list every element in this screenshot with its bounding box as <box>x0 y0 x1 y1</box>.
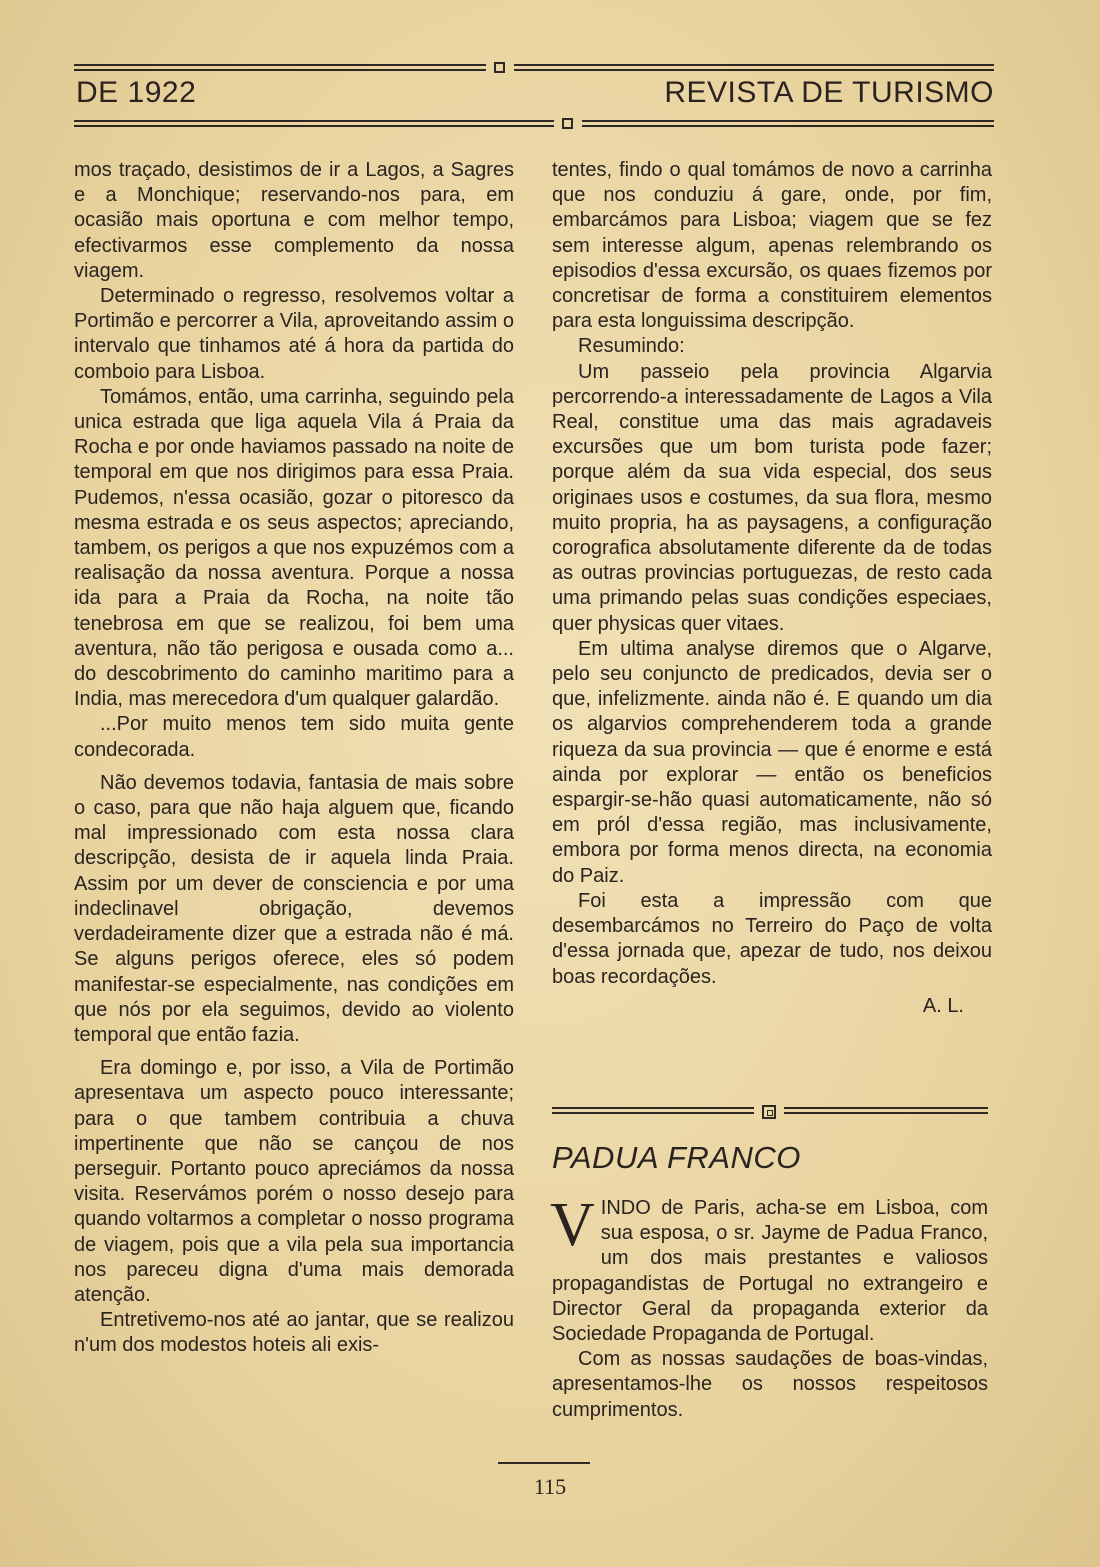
header-top-rule <box>74 64 994 74</box>
paragraph: Determinado o regresso, resolvemos voltar a Portimão e percorrer a Vila, aproveitando assim o intervalo que tinhamos até á hora da partida do comboio para Lisboa. <box>74 285 514 383</box>
drop-cap: V <box>550 1191 595 1259</box>
paragraph: Com as nossas saudações de boas-vindas, apresentamos-lhe os nossos respeitosos cumprimentos. <box>552 1348 988 1421</box>
padua-franco-article <box>550 1191 988 1423</box>
ornament-square-icon <box>494 62 505 73</box>
header-publication: REVISTA DE TURISMO <box>664 76 994 109</box>
paragraph: Entretivemo-nos até ao jantar, que se realizou n'um dos modestos hoteis ali exis- <box>74 1309 514 1357</box>
paragraph: Não devemos todavia, fantasia de mais sobre o caso, para que não haja alguem que, ficando mal impressionado com esta nossa clara descripção, desista de ir aquela linda Praia. Assim por um dever de consciencia e por uma indeclinavel obrigação, devemos verdadeiramente dizer que a estrada não é má. Se alguns perigos oferece, eles só podem manifestar-se especialmente, nas condições em que nós por ela seguimos, devido ao violento temporal que então fazia. <box>74 771 514 1046</box>
article-left-column <box>74 158 514 1359</box>
page-number: 115 <box>533 1474 567 1499</box>
paragraph: Tomámos, então, uma carrinha, seguindo pela unica estrada que liga aquela Vila á Praia da Rocha e por onde haviamos passado na noite de temporal em que nos dirigimos para essa Praia. Pudemos, n'essa ocasião, gozar o pitoresco da mesma estrada e os seus aspectos; apreciando, tambem, os perigos a que nos expuzémos com a realisação da nossa aventura. Porque a nossa ida para a Praia da Rocha, na noite tão tenebrosa em que se realizou, foi bem uma aventura, não tão perigosa e ousada como a... do descobrimento do caminho maritimo para a India, mas merecedora d'um qualquer galardão. <box>74 385 514 711</box>
paragraph: Foi esta a impressão com que desembarcámos no Terreiro do Paço de volta d'essa jornada que, apezar de tudo, nos deixou boas recordações. <box>552 889 992 988</box>
ornament-square-icon <box>762 1105 776 1119</box>
paragraph: Resumindo: <box>578 335 685 358</box>
section-title: PADUA FRANCO <box>552 1140 801 1175</box>
header-bottom-rule <box>74 120 994 130</box>
paragraph: Era domingo e, por isso, a Vila de Portimão apresentava um aspecto pouco interessante; para o que tambem contribuia a chuva impertinente que não se cançou de nos perseguir. Portanto pouco apreciámos da nossa visita. Reservámos porém o nosso desejo para quando voltarmos a completar o nosso programa de viagem, pois que a vila pela sua importancia nos pareceu digna d'uma mais demorada atenção. <box>74 1057 514 1306</box>
paragraph: Um passeio pela provincia Algarvia percorrendo-a interessadamente de Lagos a Vila Real, constitue uma das mais agradaveis excursões que um bom turista pode fazer; porque além da sua vida especial, dos seus originaes usos e costumes, da sua flora, mesmo muito propria, ha as paysagens, a configuração corografica absolutamente diferente da de todas as outras provincias portuguezas, de resto cada uma primando pelas suas condições especiaes, quer physicas quer vitaes. <box>552 360 992 635</box>
first-word: INDO <box>600 1197 651 1219</box>
paragraph: tentes, findo o qual tomámos de novo a carrinha que nos conduziu á gare, onde, por fim, embarcámos para Lisboa; viagem que se fez sem interesse algum, apenas relembrando os episodios d'essa excursão, os quaes fizemos por concretisar de forma a constituirem elementos para esta longuissima descripção. <box>552 159 992 333</box>
paragraph: mos traçado, desistimos de ir a Lagos, a Sagres e a Monchique; reservando-nos para, em ocasião mais oportuna e com melhor tempo, efectivarmos esse complemento da nossa viagem. <box>74 159 514 282</box>
section-divider <box>552 1104 988 1118</box>
ornament-square-icon <box>562 118 573 129</box>
footer-rule <box>498 1462 590 1464</box>
author-signature: A. L. <box>922 994 964 1017</box>
paragraph <box>550 1191 988 1347</box>
article-right-column <box>552 158 992 1019</box>
header-date: DE 1922 <box>76 76 197 109</box>
paragraph: ...Por muito menos tem sido muita gente condecorada. <box>74 713 514 761</box>
paragraph-text: de Paris, acha-se em Lisboa, com sua esposa, o sr. Jayme de Padua Franco, um dos mais prestantes e valiosos propagandistas de Portugal no extrangeiro e Director Geral da propaganda exterior da Sociedade Propaganda de Portugal. <box>552 1197 988 1346</box>
paragraph: Em ultima analyse diremos que o Algarve, pelo seu conjuncto de predicados, devia ser o que, infelizmente. ainda não é. E quando um dia os algarvios comprehenderem toda a grande riqueza da sua provincia — que é enorme e está ainda por explorar — então os beneficios espargir-se-hão quasi automaticamente, não só em pról d'essa região, mas inclusivamente, embora por forma menos directa, na economia do Paiz. <box>552 637 992 887</box>
